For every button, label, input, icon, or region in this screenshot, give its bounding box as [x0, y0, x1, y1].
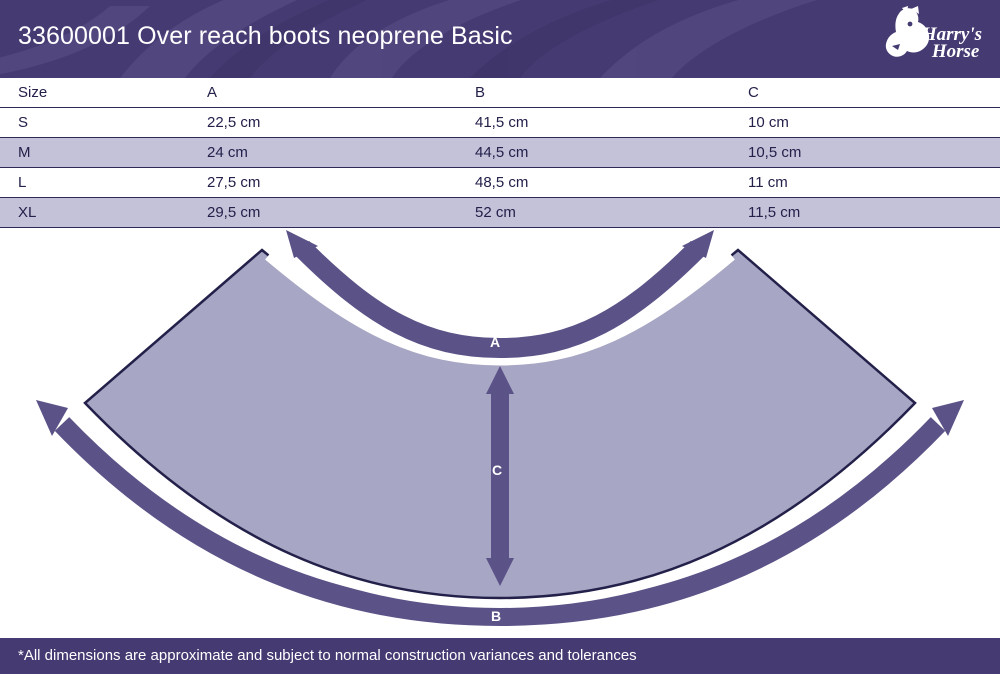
- brand-line-1: Harry's: [921, 24, 982, 45]
- cell-a: 22,5 cm: [207, 114, 261, 131]
- table-header-row: [0, 78, 1000, 108]
- cell-c: 11,5 cm: [748, 204, 801, 221]
- dimension-label-a: A: [490, 334, 501, 350]
- table-row: [0, 168, 1000, 198]
- cell-c: 11 cm: [748, 174, 788, 191]
- cell-b: 52 cm: [475, 204, 516, 221]
- cell-size: S: [18, 114, 29, 131]
- cell-size: L: [18, 174, 27, 191]
- cell-a: 29,5 cm: [207, 204, 261, 221]
- column-header-size: Size: [18, 84, 48, 101]
- column-header-c: C: [748, 84, 759, 101]
- cell-c: 10,5 cm: [748, 144, 802, 161]
- brand-line-2: Horse: [931, 41, 980, 62]
- column-header-a: A: [207, 84, 218, 101]
- product-diagram: [0, 228, 1000, 628]
- table-row: [0, 138, 1000, 168]
- footer-disclaimer: *All dimensions are approximate and subject to normal construction variances and tolerances: [18, 647, 637, 664]
- dimension-label-b: B: [491, 608, 502, 624]
- boot-measurement-drawing: [0, 228, 1000, 628]
- cell-b: 44,5 cm: [475, 144, 529, 161]
- cell-c: 10 cm: [748, 114, 789, 131]
- cell-a: 27,5 cm: [207, 174, 261, 191]
- table-row: [0, 108, 1000, 138]
- page-title: 33600001 Over reach boots neoprene Basic: [18, 22, 513, 50]
- cell-b: 48,5 cm: [475, 174, 529, 191]
- column-header-b: B: [475, 84, 486, 101]
- page-footer: [0, 638, 1000, 674]
- cell-size: M: [18, 144, 31, 161]
- brand-wordmark: [922, 26, 982, 60]
- cell-a: 24 cm: [207, 144, 248, 161]
- table-row: [0, 198, 1000, 228]
- cell-size: XL: [18, 204, 37, 221]
- size-table: [0, 78, 1000, 228]
- cell-b: 41,5 cm: [475, 114, 529, 131]
- page-header: [0, 0, 1000, 78]
- dimension-label-c: C: [492, 462, 503, 478]
